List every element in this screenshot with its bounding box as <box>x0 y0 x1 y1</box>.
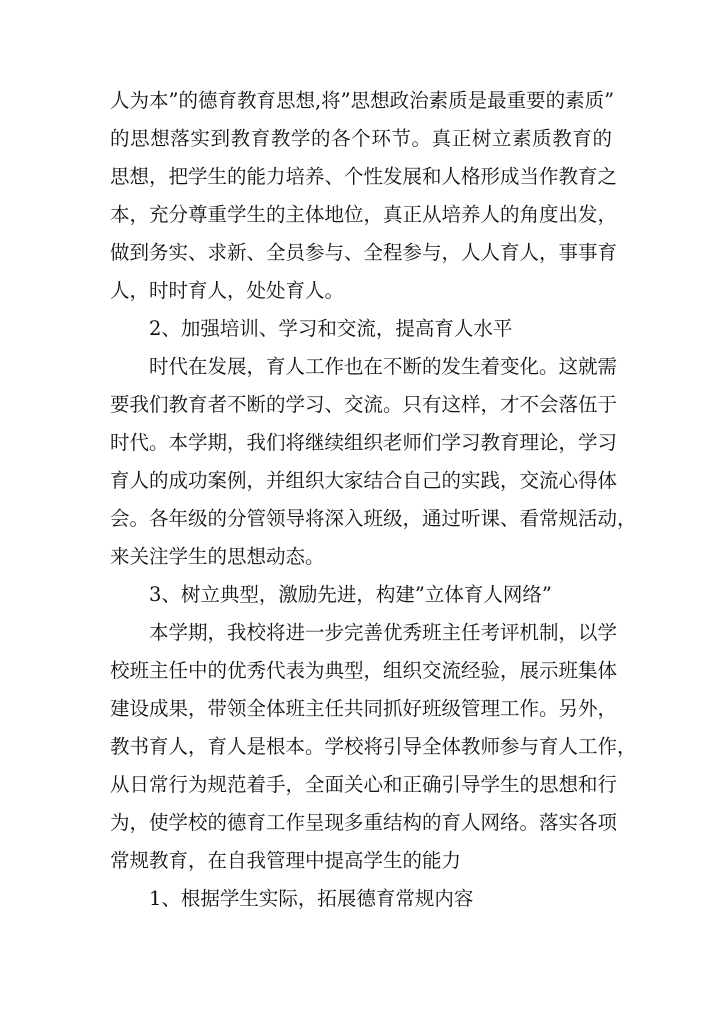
text-line: 本学期，我校将进一步完善优秀班主任考评机制，以学 <box>149 621 618 644</box>
text-line: 校班主任中的优秀代表为典型，组织交流经验，展示班集体 <box>110 659 618 682</box>
text-line: 时代在发展，育人工作也在不断的发生着变化。这就需 <box>149 355 618 378</box>
text-line: 人，时时育人，处处育人。 <box>110 279 345 302</box>
document-body <box>110 82 637 918</box>
text-line: 1、根据学生实际，拓展德育常规内容 <box>149 887 474 910</box>
text-line: 建设成果，带领全体班主任共同抓好班级管理工作。另外， <box>110 697 618 720</box>
text-line: 育人的成功案例，并组织大家结合自己的实践，交流心得体 <box>110 469 618 492</box>
text-line: 3、树立典型，激励先进，构建”立体育人网络” <box>149 583 552 606</box>
text-line: 要我们教育者不断的学习、交流。只有这样，才不会落伍于 <box>110 393 618 416</box>
text-line: 为，使学校的德育工作呈现多重结构的育人网络。落实各项 <box>110 811 618 834</box>
text-line: 的思想落实到教育教学的各个环节。真正树立素质教育的 <box>110 127 612 150</box>
text-line: 会。各年级的分管领导将深入班级，通过听课、看常规活动， <box>110 507 637 530</box>
text-line: 做到务实、求新、全员参与、全程参与，人人育人，事事育 <box>110 241 618 264</box>
text-line: 时代。本学期，我们将继续组织老师们学习教育理论，学习 <box>110 431 618 454</box>
text-line: 来关注学生的思想动态。 <box>110 545 325 568</box>
text-line: 思想，把学生的能力培养、个性发展和人格形成当作教育之 <box>110 165 618 188</box>
text-line: 教书育人，育人是根本。学校将引导全体教师参与育人工作， <box>110 735 637 758</box>
text-line: 人为本”的德育教育思想,将”思想政治素质是最重要的素质” <box>110 89 615 112</box>
text-line: 常规教育，在自我管理中提高学生的能力 <box>110 849 462 872</box>
text-line: 从日常行为规范着手，全面关心和正确引导学生的思想和行 <box>110 773 618 796</box>
text-line: 本，充分尊重学生的主体地位，真正从培养人的角度出发， <box>110 203 618 226</box>
text-line: 2、加强培训、学习和交流，提高育人水平 <box>149 317 513 340</box>
